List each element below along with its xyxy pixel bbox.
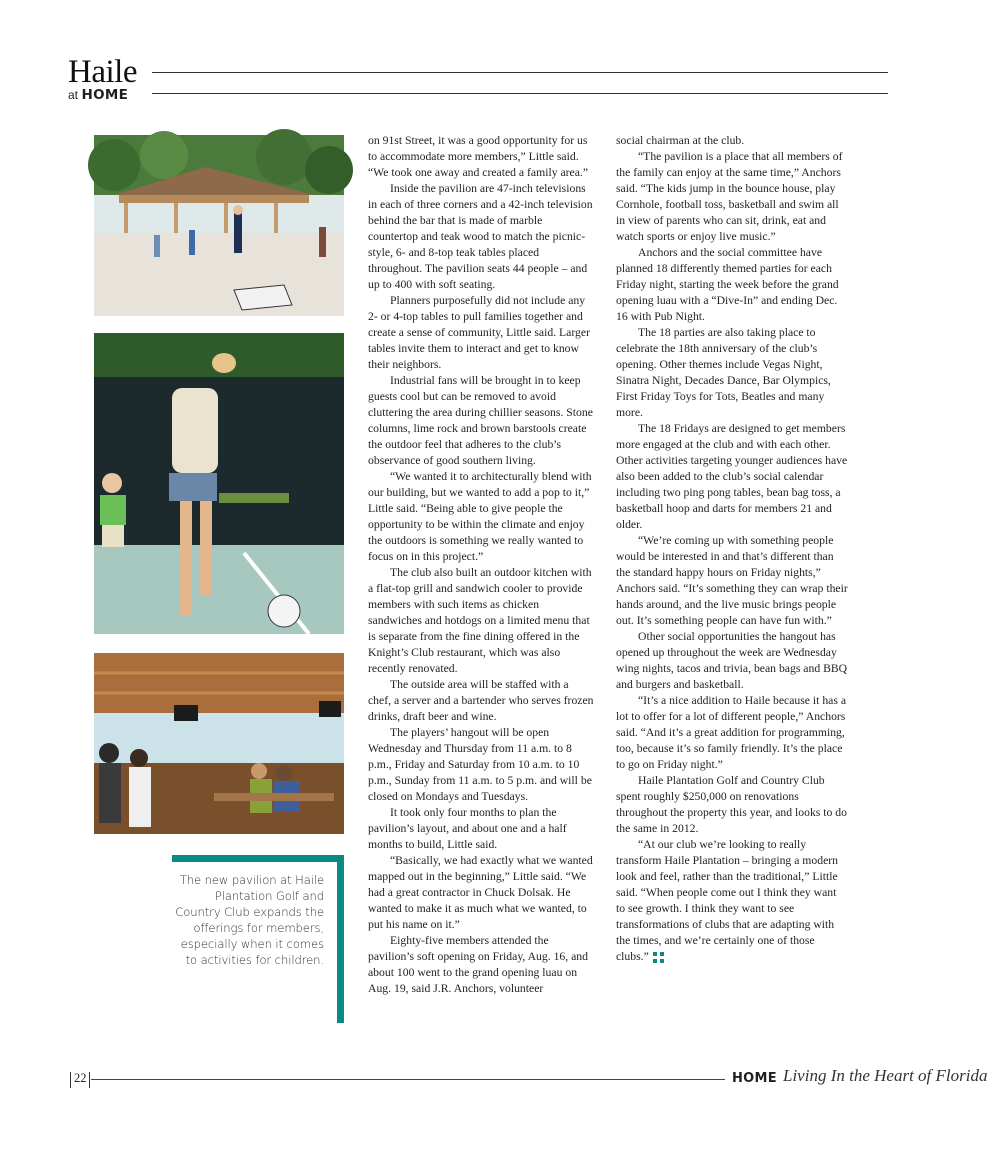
footer-rule bbox=[91, 1079, 725, 1080]
masthead-home: HOME bbox=[81, 87, 129, 103]
footer-home: HOME bbox=[732, 1071, 777, 1086]
masthead-title: Haile bbox=[68, 54, 137, 90]
paragraph: Eighty-five members attended the pavilion’s soft opening on Friday, Aug. 16, and about 100 went to the grand opening luau on Aug. 19, said J.R. Anchors, volunteer bbox=[368, 934, 588, 995]
paragraph: on 91st Street, it was a good opportunity for us to accommodate more members,” Little said. “We took one away and created a family area.” bbox=[368, 134, 589, 179]
article-column-1 bbox=[368, 133, 594, 997]
footer-tagline: Living In the Heart of Florida bbox=[783, 1066, 987, 1085]
paragraph-text: “At our club we’re looking to really transform Haile Plantation – bringing a modern look and feel, rather than the traditional,” Little said. “When people come out I think they want to see growth. I think they want to see transformations of clubs that are adapting with the times, and we’re certainly one of those clubs.” bbox=[616, 838, 839, 963]
paragraph: The club also built an outdoor kitchen with a flat-top grill and sandwich cooler to provide members with such items as chicken sandwiches and hotdogs on a limited menu that is separate from the fine dining offered in the Knight’s Club restaurant, which was also recently renovated. bbox=[368, 566, 592, 675]
end-mark-icon bbox=[653, 952, 664, 963]
masthead bbox=[68, 56, 140, 103]
paragraph: “We wanted it to architecturally blend with our building, but we wanted to add a pop to it,” Little said. “Being able to give people the opportunity to be within the climate and enjoy the outdoors is something we really wanted to focus on in this project.” bbox=[368, 470, 592, 563]
paragraph: The 18 parties are also taking place to celebrate the 18th anniversary of the club’s opening. Other themes include Vegas Night, Sinatra Night, Decades Dance, Bar Olympics, First Friday Toys for Tots, Beatles and many more. bbox=[616, 326, 831, 419]
article-column-2 bbox=[616, 133, 848, 965]
paragraph: It took only four months to plan the pavilion’s layout, and about one and a half months to build, Little said. bbox=[368, 806, 567, 851]
girl-soccer-photo bbox=[94, 333, 344, 634]
folio-bar-right bbox=[89, 1072, 90, 1088]
pavilion-photo bbox=[94, 135, 344, 316]
page-footer bbox=[70, 1066, 987, 1092]
paragraph: Anchors and the social committee have planned 18 differently themed parties for each Friday night, starting the week before the grand opening luau with a “Dive-In” and ending Dec. 16 with Pub Night. bbox=[616, 246, 839, 323]
paragraph: social chairman at the club. bbox=[616, 134, 745, 147]
page-number: 22 bbox=[74, 1071, 87, 1085]
paragraph: Industrial fans will be brought in to keep guests cool but can be removed to avoid cluttering the area during chillier seasons. Stone columns, lime rock and brown barstools create the outdoor feel that adheres to the club’s observance of good southern living. bbox=[368, 374, 593, 467]
paragraph: The outside area will be staffed with a chef, a server and a bartender who serves frozen drinks, draft beer and wine. bbox=[368, 678, 594, 723]
paragraph: The players’ hangout will be open Wednesday and Thursday from 11 a.m. to 8 p.m., Friday and Saturday from 10 a.m. to 10 p.m., Sunday from 11 a.m. to 5 p.m. and will be closed on Mondays and Tuesdays. bbox=[368, 726, 592, 803]
folio-bar-left bbox=[70, 1072, 71, 1088]
dining-interior-photo bbox=[94, 653, 344, 834]
paragraph: Haile Plantation Golf and Country Club spent roughly $250,000 on renovations throughout the property this year, and looks to do the same in 2012. bbox=[616, 774, 847, 835]
paragraph-final bbox=[616, 837, 848, 965]
paragraph: “Basically, we had exactly what we wanted mapped out in the beginning,” Little said. “We had a great contractor in Chuck Dolsak. He wanted to make it as much what we wanted, to put his name on it.” bbox=[368, 854, 593, 931]
photo-caption: The new pavilion at Haile Plantation Golf and Country Club expands the offerings for members, especially when it comes to activities for children. bbox=[175, 873, 324, 967]
paragraph: “We’re coming up with something people would be interested in and that’s different than the standard happy hours on Friday nights,” Anchors said. “It’s something they can wrap their hands around, and the live music brings people out. It’s something people can have fun with.” bbox=[616, 534, 848, 627]
header-rule-bottom bbox=[152, 93, 888, 94]
header-rule-top bbox=[152, 72, 888, 73]
paragraph: “It’s a nice addition to Haile because it has a lot to offer for a lot of different people,” Anchors said. “And it’s a great addition for programming, too, because it’s so family friendly. It’s the place to go on Friday night.” bbox=[616, 694, 847, 771]
paragraph: Inside the pavilion are 47-inch televisions in each of three corners and a 42-inch television behind the bar that is made of marble countertop and teak wood to match the picnic-style, 6- and 8-top teak tables placed throughout. The pavilion seats 44 people – and up to 400 with soft seating. bbox=[368, 182, 593, 291]
paragraph: Other social opportunities the hangout has opened up throughout the week are Wednesday wing nights, tacos and trivia, bean bags and BBQ and burgers and basketball. bbox=[616, 630, 848, 691]
paragraph: The 18 Fridays are designed to get members more engaged at the club and with each other. Other activities targeting younger audiences have also been added to the club’s social calendar including two ping pong tables, bean bag toss, a basketball hoop and darts for members 21 and older. bbox=[616, 422, 848, 531]
paragraph: Planners purposefully did not include any 2- or 4-top tables to pull families together and create a sense of community, Little said. Larger tables invite them to interact and get to know their neighbors. bbox=[368, 294, 590, 371]
masthead-at: at bbox=[68, 88, 79, 102]
masthead-subtitle bbox=[68, 88, 140, 103]
paragraph: “The pavilion is a place that all members of the family can enjoy at the same time,” Anchors said. “The kids jump in the bounce house, play Cornhole, football toss, basketball and swim all in view of parents who can sit, drink, eat and watch sports or enjoy live music.” bbox=[616, 150, 843, 243]
